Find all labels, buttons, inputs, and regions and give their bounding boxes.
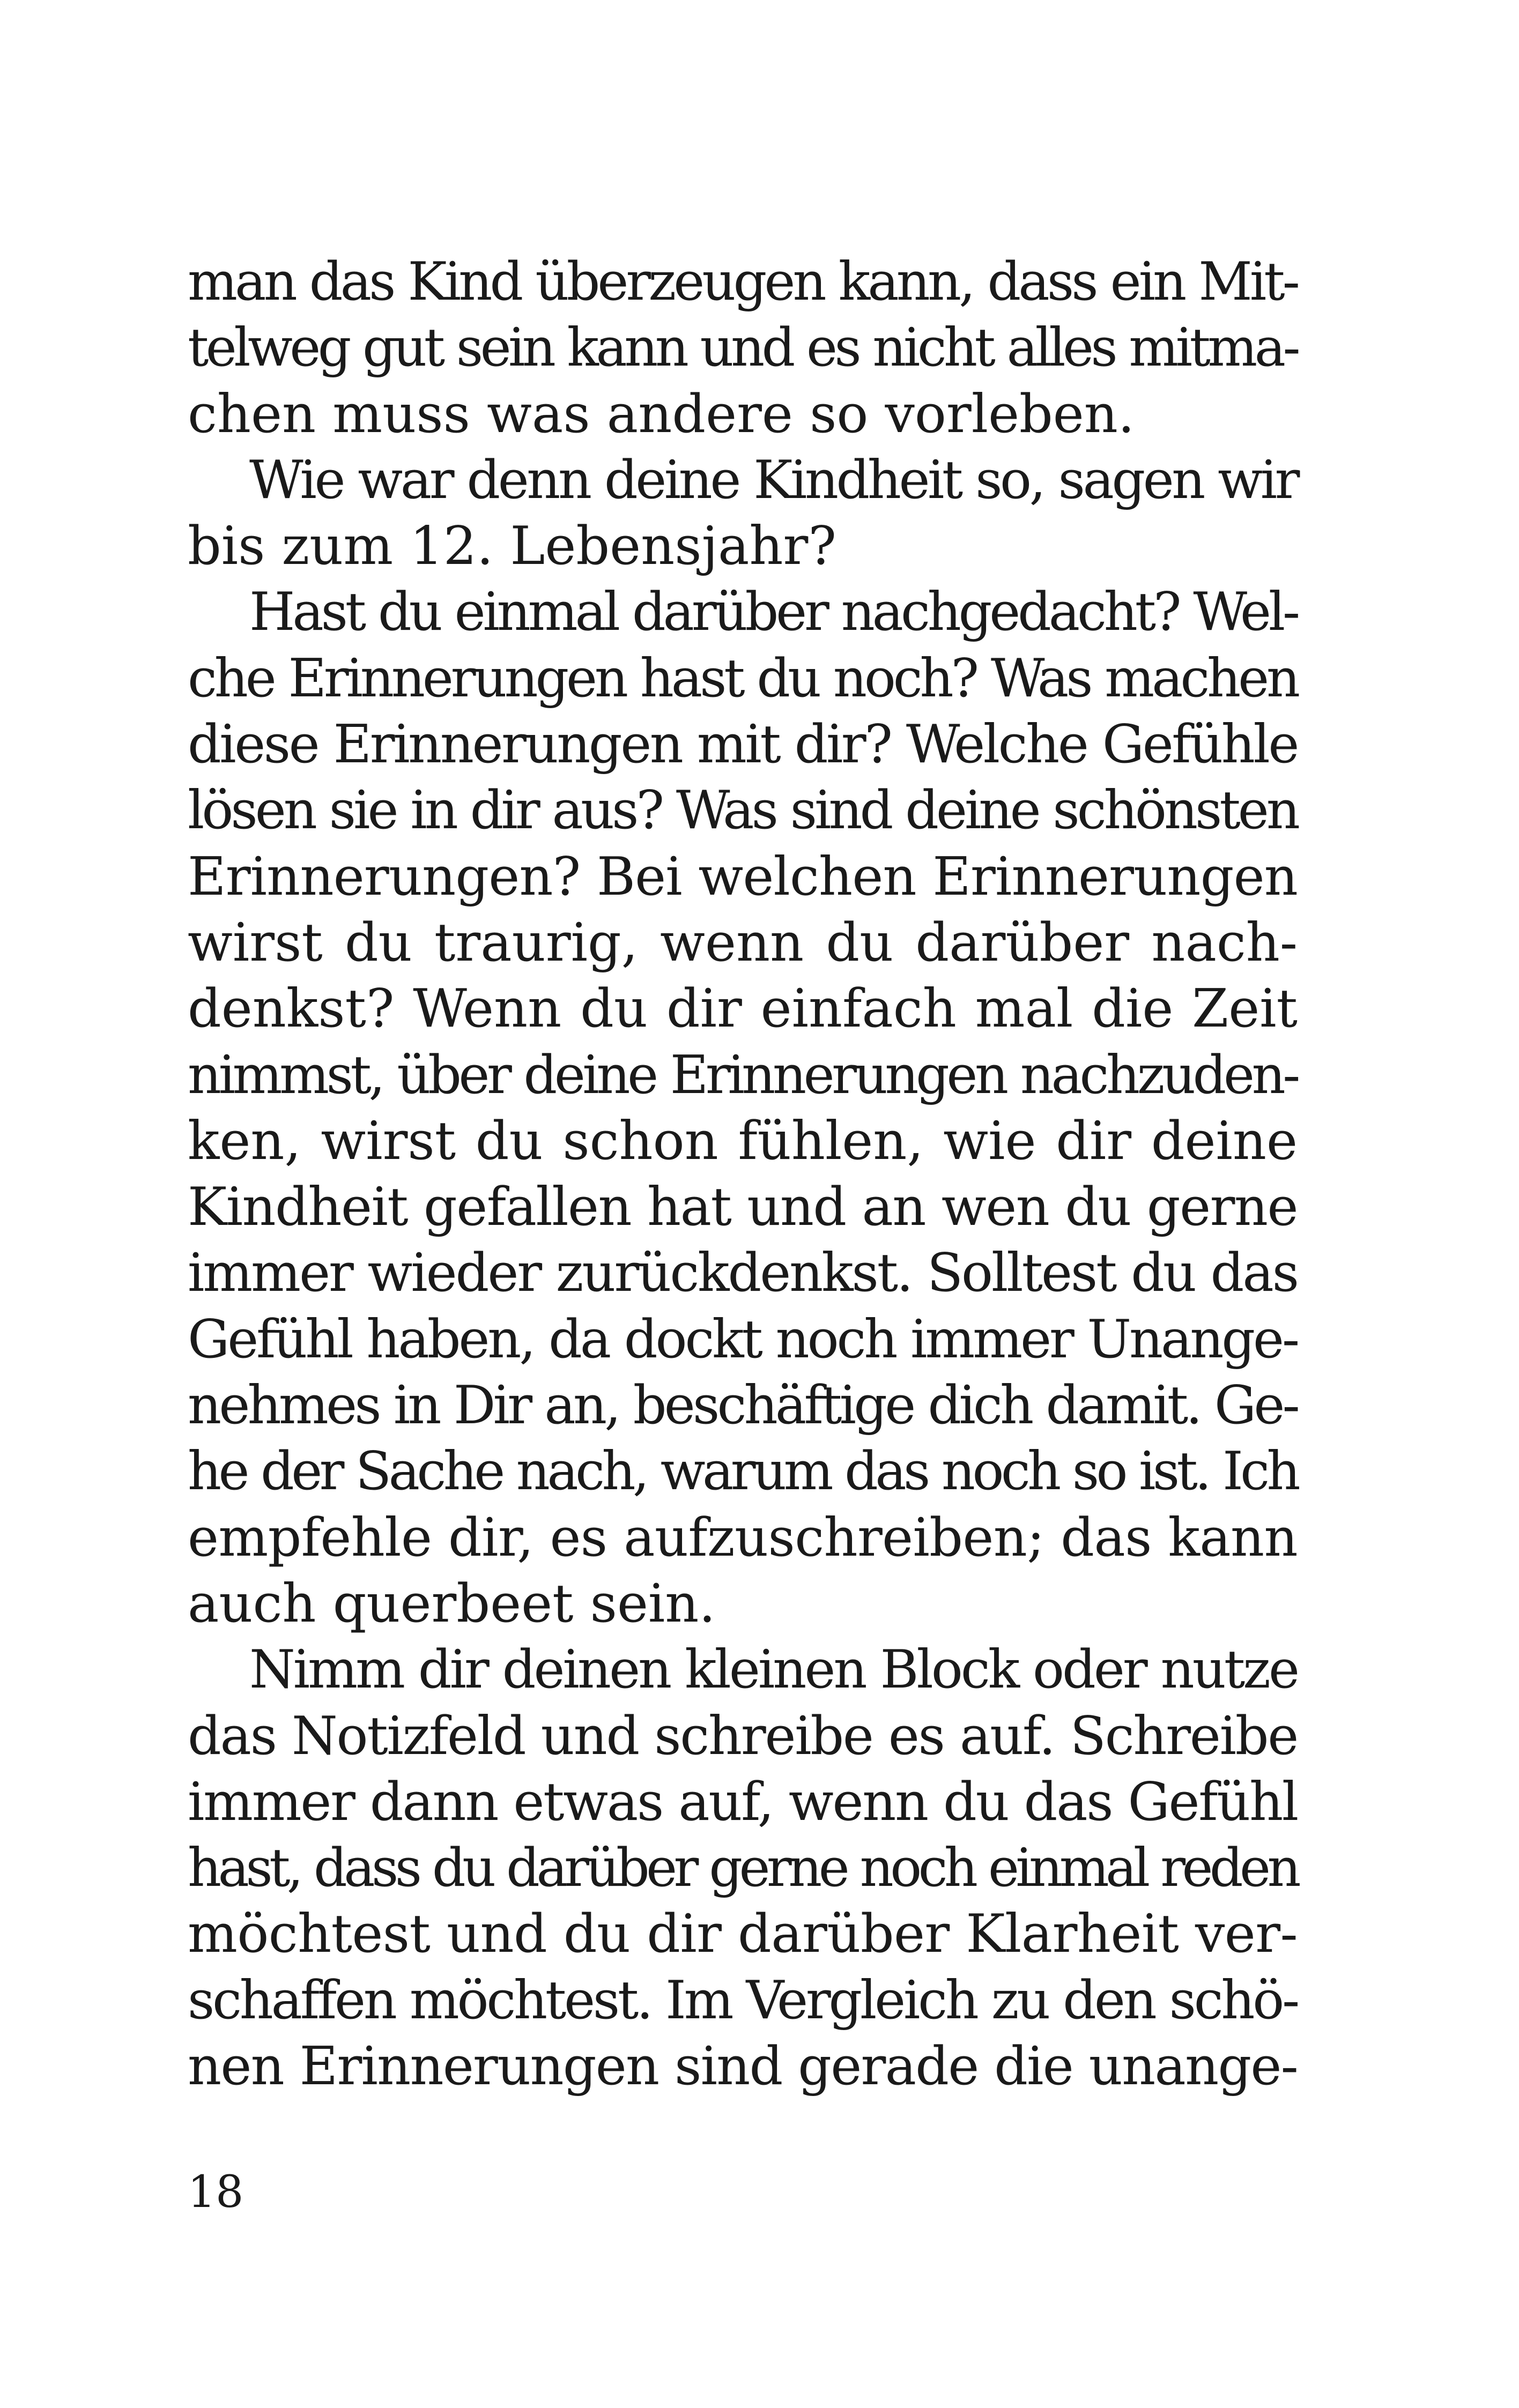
text-line: che Erinnerungen hast du noch? Was machen	[188, 648, 1298, 709]
page-number: 18	[188, 2167, 244, 2218]
text-line: lösen sie in dir aus? Was sind deine schönsten	[188, 780, 1298, 842]
text-line: nen Erinnerungen sind gerade die unange-	[188, 2036, 1298, 2098]
text-line: he der Sache nach, warum das noch so ist. Ich	[188, 1441, 1298, 1503]
text-line: immer dann etwas auf, wenn du das Gefühl	[188, 1771, 1298, 1833]
text-line: denkst? Wenn du dir einfach mal die Zeit	[188, 978, 1298, 1040]
text-line: Nimm dir deinen kleinen Block oder nutze	[249, 1639, 1298, 1701]
text-line: auch querbeet sein.	[188, 1573, 716, 1634]
text-line: Gefühl haben, da dockt noch immer Unange-	[188, 1309, 1298, 1370]
text-line: chen muss was andere so vorleben.	[188, 383, 1135, 445]
text-line: nimmst, über deine Erinnerungen nachzuden-	[188, 1044, 1298, 1106]
text-line: schaffen möchtest. Im Vergleich zu den schö-	[188, 1969, 1298, 2031]
text-line: möchtest und du dir darüber Klarheit ver-	[188, 1904, 1298, 1965]
text-line: man das Kind überzeugen kann, dass ein Mit-	[188, 251, 1298, 313]
text-line: empfehle dir, es aufzuschreiben; das kann	[188, 1507, 1298, 1569]
text-line: diese Erinnerungen mit dir? Welche Gefühle	[188, 714, 1298, 776]
text-line: immer wieder zurückdenkst. Solltest du das	[188, 1243, 1298, 1304]
text-line: Wie war denn deine Kindheit so, sagen wir	[249, 449, 1298, 511]
text-line: wirst du traurig, wenn du darüber nach-	[188, 912, 1298, 973]
text-line: Hast du einmal darüber nachgedacht? Wel-	[249, 582, 1298, 643]
text-line: das Notizfeld und schreibe es auf. Schreibe	[188, 1705, 1298, 1767]
text-line: ken, wirst du schon fühlen, wie dir deine	[188, 1110, 1298, 1172]
text-line: bis zum 12. Lebensjahr?	[188, 516, 836, 577]
body-text	[188, 249, 1298, 2100]
text-line: hast, dass du darüber gerne noch einmal reden	[188, 1838, 1298, 1899]
text-line: Erinnerungen? Bei welchen Erinnerungen	[188, 846, 1298, 908]
text-line: Kindheit gefallen hat und an wen du gerne	[188, 1177, 1298, 1238]
text-line: telweg gut sein kann und es nicht alles mitma-	[188, 317, 1298, 379]
text-line: nehmes in Dir an, beschäftige dich damit. Ge-	[188, 1375, 1298, 1437]
